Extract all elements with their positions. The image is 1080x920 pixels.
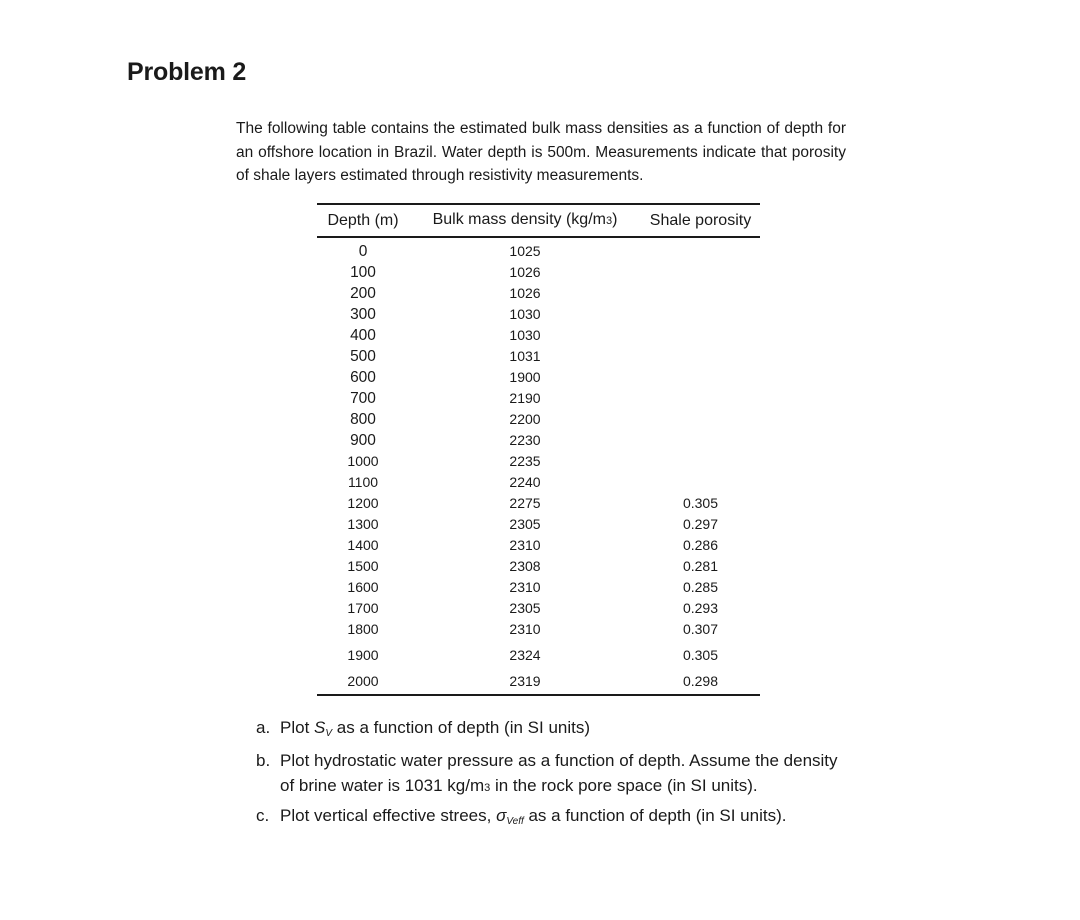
depth-cell: 1100: [347, 474, 379, 490]
porosity-cell: 0.305: [682, 495, 719, 511]
density-cell: 2240: [509, 474, 541, 490]
question-a: [256, 715, 856, 746]
question-text: Plot vertical effective strees, σVeff as a function of depth (in SI units).: [280, 806, 787, 827]
porosity-cell: [641, 283, 760, 304]
porosity-cell: [641, 367, 760, 388]
density-cell: 2305: [509, 516, 541, 532]
depth-cell: 700: [350, 390, 376, 407]
header-shale-porosity: Shale porosity: [641, 204, 760, 237]
depth-cell: 500: [350, 348, 376, 365]
table-row: [317, 577, 760, 598]
density-cell: 1026: [509, 285, 541, 301]
depth-cell: 900: [350, 432, 376, 449]
table-row: [317, 619, 760, 640]
porosity-cell: [641, 430, 760, 451]
depth-cell: 1300: [347, 516, 379, 532]
intro-paragraph: The following table contains the estimated bulk mass densities as a function of depth for an offshore location in Brazil. Water depth is 500m. Measurements indicate that porosity of shale layers estimated through resistivity measurements.: [236, 120, 846, 184]
depth-cell: 1400: [347, 537, 379, 553]
density-cell: 2324: [509, 647, 541, 663]
density-cell: 2310: [509, 537, 541, 553]
porosity-cell: [641, 472, 760, 493]
porosity-cell: 0.305: [682, 647, 719, 663]
density-cell: 2308: [509, 558, 541, 574]
question-text: Plot SV as a function of depth (in SI units): [280, 718, 591, 739]
density-cell: 2235: [509, 453, 541, 469]
table-row: [317, 472, 760, 493]
density-table: [317, 203, 760, 696]
table-row: [317, 556, 760, 577]
density-cell: 2319: [409, 666, 641, 695]
depth-cell: 1500: [347, 558, 379, 574]
depth-cell: 800: [350, 411, 376, 428]
porosity-cell: 0.286: [682, 537, 719, 553]
depth-cell: 200: [350, 285, 376, 302]
porosity-cell: 0.285: [682, 579, 719, 595]
depth-cell: 1600: [347, 579, 379, 595]
porosity-cell: [641, 451, 760, 472]
depth-cell: 2000: [317, 666, 409, 695]
density-cell: 2230: [509, 432, 541, 448]
density-cell: 1900: [509, 369, 541, 385]
depth-cell: 1000: [347, 453, 379, 469]
question-letter: c.: [256, 806, 270, 825]
density-cell: 2305: [509, 600, 541, 616]
table-row: [317, 535, 760, 556]
porosity-cell: 0.281: [682, 558, 719, 574]
porosity-cell: [641, 304, 760, 325]
depth-cell: 0: [358, 243, 368, 260]
header-bulk-density: Bulk mass density (kg/m3): [409, 204, 641, 237]
porosity-cell: 0.297: [682, 516, 719, 532]
table-header-row: [317, 204, 760, 237]
density-cell: 1030: [509, 306, 541, 322]
depth-cell: 100: [350, 264, 376, 281]
table-row: [317, 283, 760, 304]
porosity-cell: [641, 262, 760, 283]
table-row: [317, 598, 760, 619]
density-cell: 2200: [509, 411, 541, 427]
table-row: [317, 346, 760, 367]
depth-cell: 1200: [347, 495, 379, 511]
density-cell: 2310: [509, 579, 541, 595]
question-list: [256, 715, 856, 836]
density-cell: 1030: [509, 327, 541, 343]
table-row: [317, 514, 760, 535]
depth-cell: 600: [350, 369, 376, 386]
porosity-cell: [641, 409, 760, 430]
table-row: [317, 237, 760, 262]
question-letter: b.: [256, 751, 271, 770]
porosity-cell: [641, 346, 760, 367]
question-c: [256, 803, 856, 834]
depth-cell: 400: [350, 327, 376, 344]
porosity-cell: 0.293: [682, 600, 719, 616]
depth-cell: 1700: [347, 600, 379, 616]
question-text: Plot hydrostatic water pressure as a function of depth. Assume the density of brine water is 1031 kg/m3 in the rock pore space (in SI units).: [280, 751, 838, 795]
depth-cell: 1800: [347, 621, 379, 637]
porosity-cell: [641, 237, 760, 262]
density-cell: 2275: [509, 495, 541, 511]
table-row: [317, 493, 760, 514]
problem-title: Problem 2: [127, 58, 247, 86]
table-row: [317, 451, 760, 472]
header-depth: Depth (m): [317, 204, 409, 237]
porosity-cell: 0.307: [682, 621, 719, 637]
table-row: [317, 367, 760, 388]
table-row: [317, 666, 760, 695]
table-row: [317, 640, 760, 666]
table-row: [317, 430, 760, 451]
question-b: [256, 748, 856, 801]
table-row: [317, 262, 760, 283]
density-cell: 2190: [509, 390, 541, 406]
porosity-cell: [641, 388, 760, 409]
table-row: [317, 325, 760, 346]
density-cell: 1031: [509, 348, 541, 364]
density-cell: 2310: [509, 621, 541, 637]
table-body: [317, 237, 760, 695]
table-row: [317, 304, 760, 325]
question-letter: a.: [256, 718, 271, 737]
porosity-cell: 0.298: [641, 666, 760, 695]
porosity-cell: [641, 325, 760, 346]
table-row: [317, 409, 760, 430]
table-row: [317, 388, 760, 409]
depth-cell: 300: [350, 306, 376, 323]
depth-cell: 1900: [347, 647, 379, 663]
density-cell: 1025: [509, 243, 541, 259]
density-cell: 1026: [509, 264, 541, 280]
